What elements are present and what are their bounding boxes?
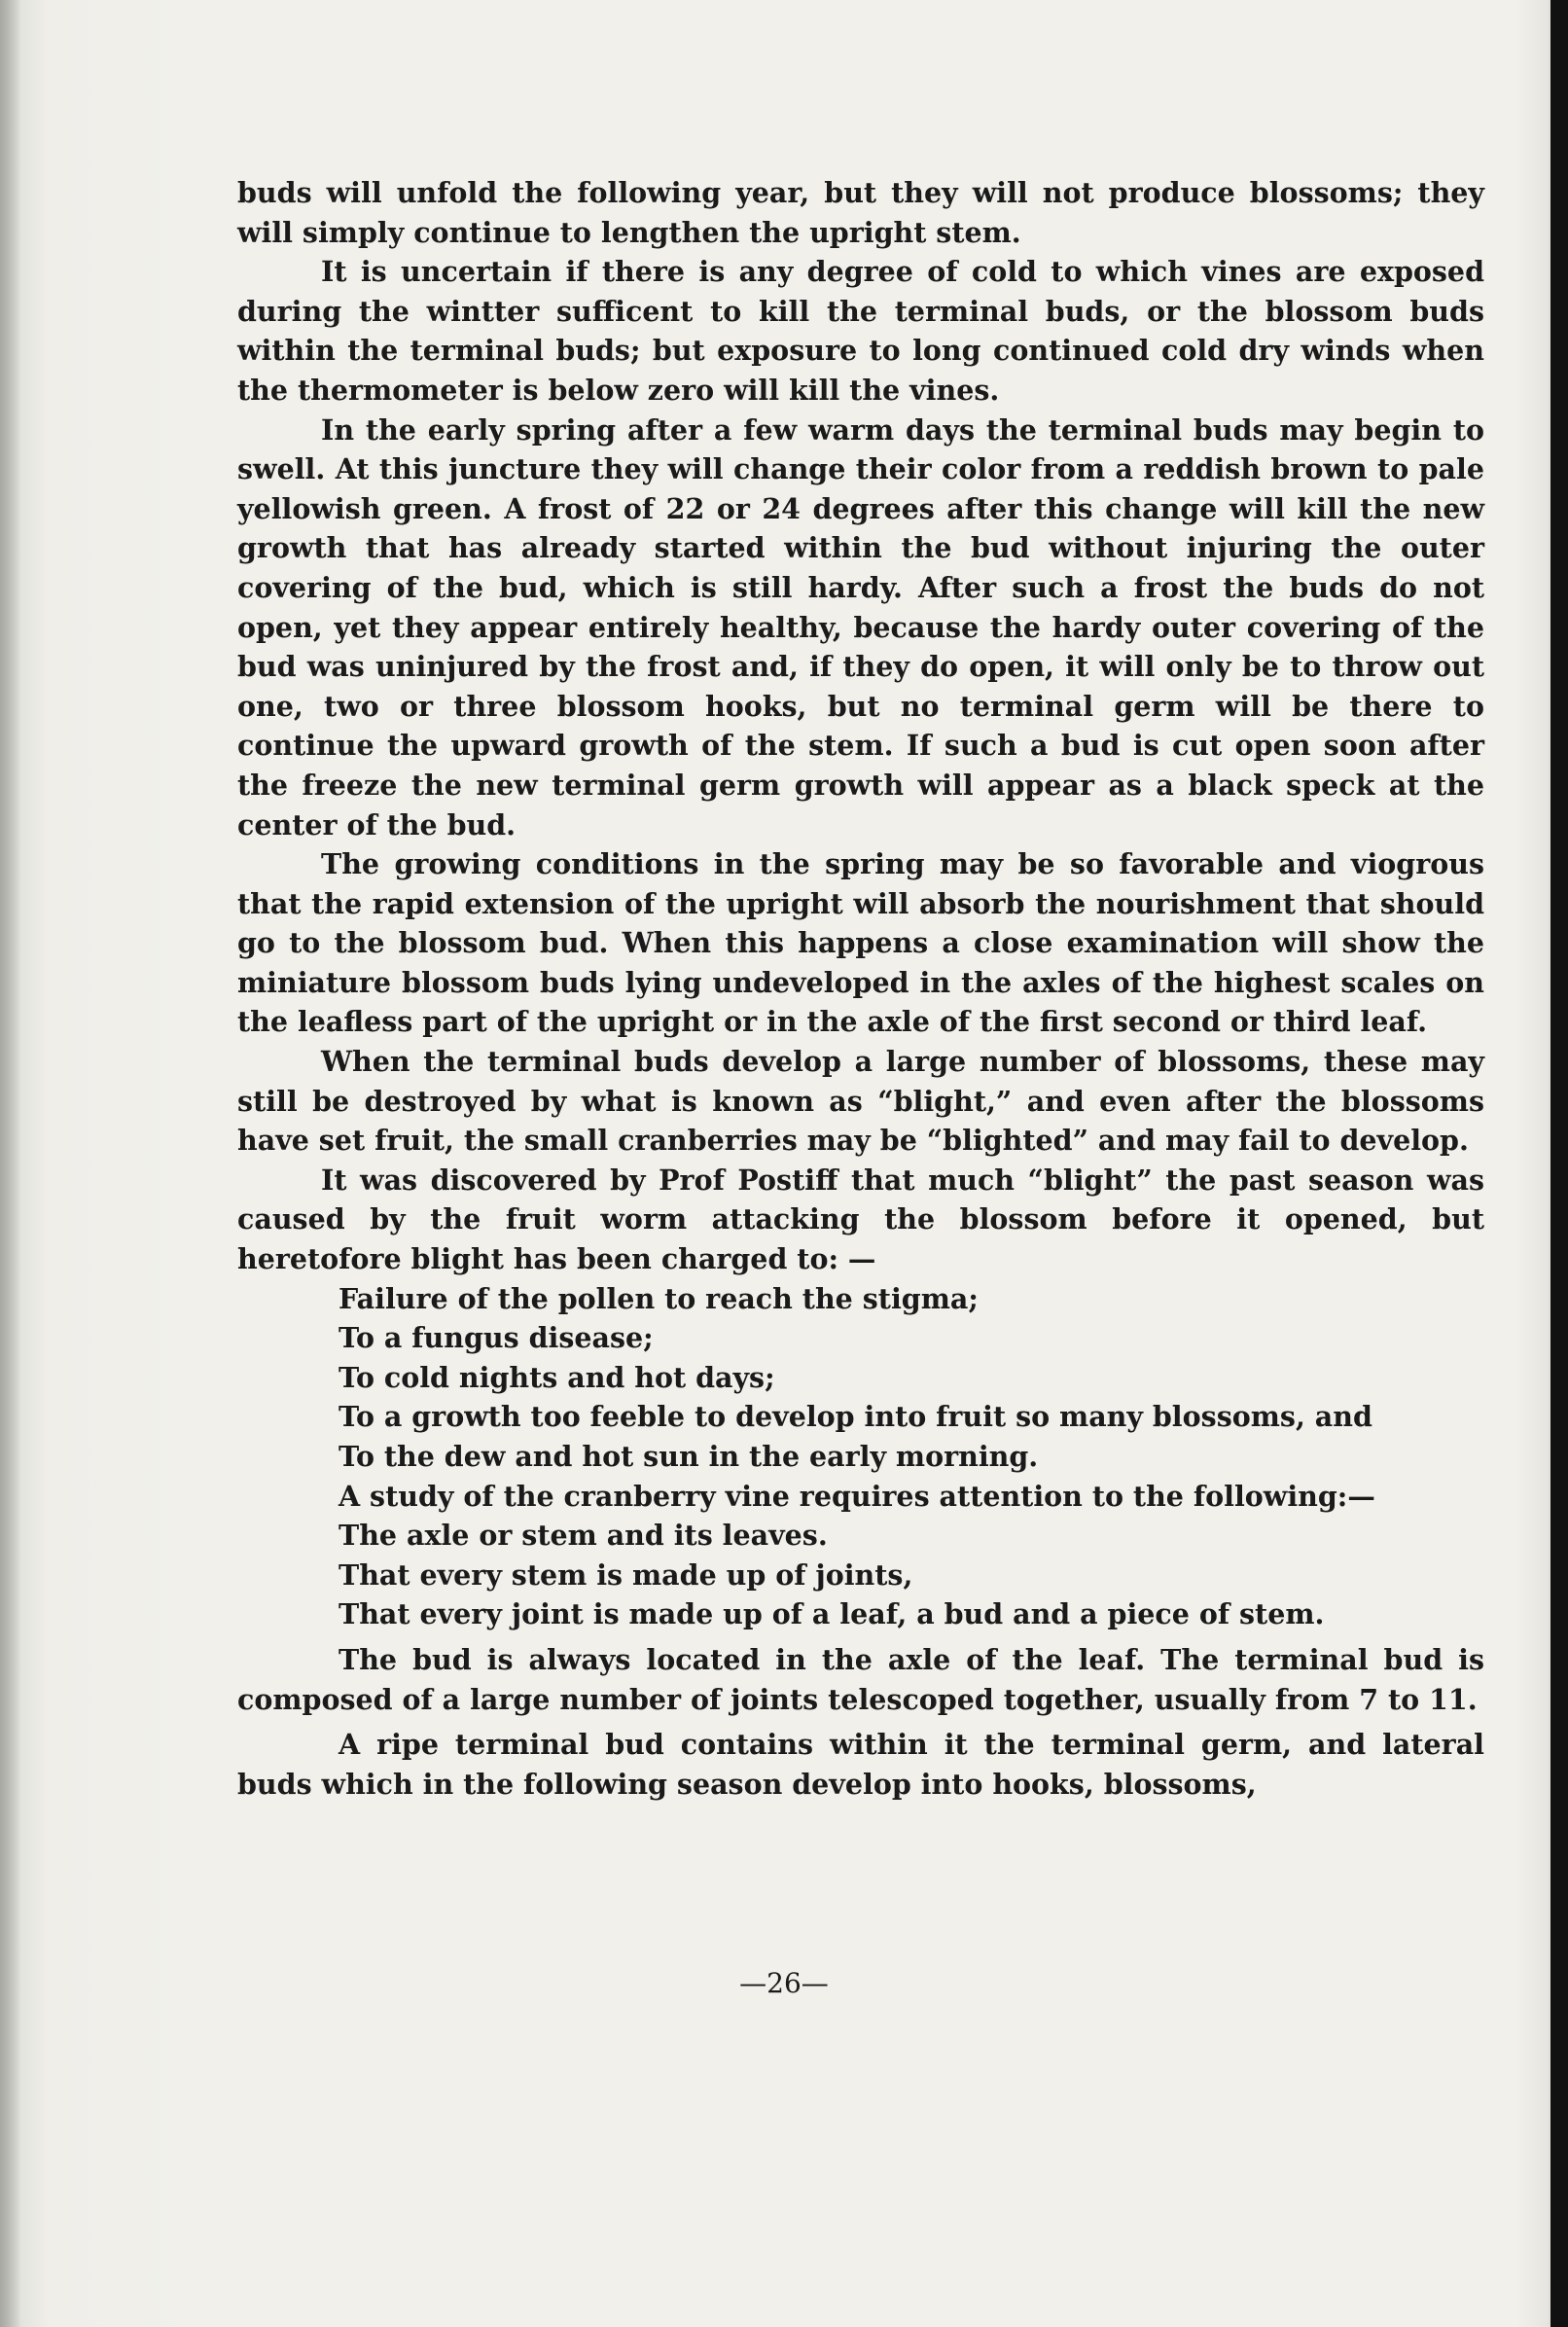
paragraph: It was discovered by Prof Postiff that much “blight” the past season was caused by the fruit worm attacking the blossom before it opened, but heretofore blight has been charged to: — xyxy=(237,1163,1484,1276)
list-item: To a growth too feeble to develop into fruit so many blossoms, and xyxy=(339,1400,1372,1434)
paragraph: The growing conditions in the spring may be so favorable and viogrous that the rapid extension of the upright will absorb the nourishment that should go to the blossom bud. When this happens a close examination will show the miniature blossom buds lying undeveloped in the axles of the highest scales on the leafless part of the upright or in the axle of the first second or third leaf. xyxy=(237,847,1484,1039)
list-item: That every stem is made up of joints, xyxy=(339,1557,913,1592)
paragraph: In the early spring after a few warm days the terminal buds may begin to swell. At this juncture they will change their color from a reddish brown to pale yellowish green. A frost of 22 or 24 degrees after this change will kill the new growth that has already started within the bud without injuring the outer covering of the bud, which is still hardy. After such a frost the buds do not open, yet they appear entirely healthy, because the hardy outer covering of the bud was uninjured by the frost and, if they do open, it will only be to throw out one, two or three blossom hooks, but no terminal germ will be there to continue the upward growth of the stem. If such a bud is cut open soon after the freeze the new terminal germ growth will appear as a black speck at the center of the bud. xyxy=(237,412,1484,841)
list-item: The axle or stem and its leaves. xyxy=(339,1519,828,1553)
list-item: A study of the cranberry vine requires attention to the following:— xyxy=(339,1479,1375,1513)
paragraph: buds will unfold the following year, but they will not produce blossoms; they will simply continue to lengthen the upright stem. xyxy=(237,176,1484,249)
paragraph: It is uncertain if there is any degree of cold to which vines are exposed during the wintter sufficent to kill the terminal buds, or the blossom buds within the terminal buds; but exposure to long continued cold dry winds when the thermometer is below zero will kill the vines. xyxy=(237,255,1484,407)
page-number: —26— xyxy=(739,1967,829,1999)
body-text xyxy=(237,173,1484,1804)
list-item: To cold nights and hot days; xyxy=(339,1360,775,1394)
list-item: To the dew and hot sun in the early morning. xyxy=(339,1440,1039,1473)
list-item: To a fungus disease; xyxy=(339,1321,654,1355)
paragraph: The bud is always located in the axle of the leaf. The terminal bud is composed of a large number of joints telescoped together, usually from 7 to 11. xyxy=(237,1642,1484,1716)
list-item: Failure of the pollen to reach the stigma; xyxy=(339,1281,979,1315)
list-item: That every joint is made up of a leaf, a bud and a piece of stem. xyxy=(339,1597,1325,1631)
paragraph: When the terminal buds develop a large number of blossoms, these may still be destroyed by what is known as “blight,” and even after the blossoms have set fruit, the small cranberries may be “blighted” and may fail to develop. xyxy=(237,1045,1484,1158)
paragraph: A ripe terminal bud contains within it the terminal germ, and lateral buds which in the following season develop into hooks, blossoms, xyxy=(237,1728,1484,1801)
